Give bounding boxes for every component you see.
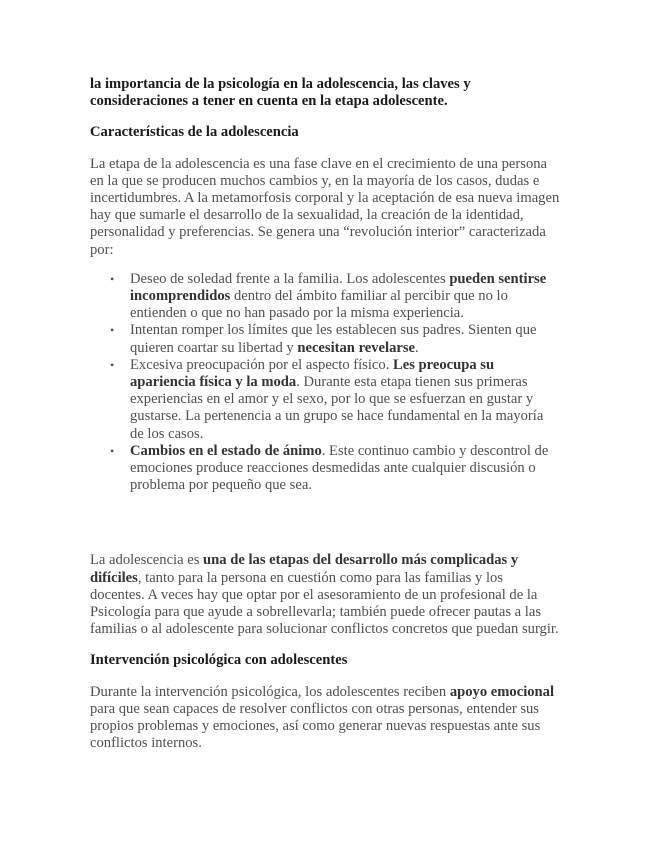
list-item-emphasis: Les preocupa su apariencia física y la moda [130, 356, 495, 391]
paragraph-text: para que sean capaces de resolver conflictos con otras personas, entender sus propios problemas y emociones, así como generar nuevas respuestas ante sus conflictos internos. [90, 700, 541, 752]
intro-title: la importancia de la psicología en la adolescencia, las claves y consideraciones a tener en cuenta en la etapa adolescente. [90, 76, 471, 110]
list-item [110, 356, 560, 443]
paragraph-intervencion [90, 684, 560, 753]
blank-space [90, 494, 560, 538]
bullet-icon: • [110, 443, 115, 458]
section-heading-caracteristicas: Características de la adolescencia [90, 124, 299, 141]
list-item-emphasis: necesitan revelarse [297, 339, 416, 356]
paragraph-text: La adolescencia es [90, 552, 204, 569]
list-item-emphasis: pueden sentirse incomprendidos [130, 270, 547, 305]
list-item-text: Excesiva preocupación por el aspecto físico. [130, 356, 393, 373]
bullet-icon: • [110, 357, 115, 372]
bullet-icon: • [110, 323, 115, 338]
list-item-text: Intentan romper los límites que les establecen sus padres. Sienten que quieren coartar su libertad y [130, 322, 537, 356]
paragraph-text: Durante la intervención psicológica, los adolescentes reciben [90, 683, 450, 700]
section-heading-intervencion: Intervención psicológica con adolescentes [90, 652, 348, 669]
list-item-text: Deseo de soledad frente a la familia. Los adolescentes [130, 270, 450, 287]
paragraph-emphasis: apoyo emocional [449, 683, 555, 700]
paragraph-caracteristicas: La etapa de la adolescencia es una fase clave en el crecimiento de una persona en la que se producen muchos cambios y, en la mayoría de los casos, dudas e incertidumbres. A la metamorfosis corporal y la aceptación de esa nueva imagen hay que sumarle el desarrollo de la sexualidad, la creación de la identidad, personalidad y preferencias. Se genera una “revolución interior” caracterizada por: [90, 155, 560, 258]
list-item [110, 322, 560, 356]
list-item-text: . Durante esta etapa tienen sus primeras experiencias en el amor y el sexo, por lo que se esfuerzan en gustar y gustarse. La pertenencia a un grupo se hace fundamental en la mayoría de los casos. [130, 374, 544, 442]
list-item-text: . [415, 339, 419, 356]
list-item-text: dentro del ámbito familiar al percibir que no lo entienden o que no han pasado por la misma experiencia. [130, 288, 508, 322]
list-item [110, 442, 560, 495]
characteristics-list [90, 271, 560, 495]
list-item-emphasis: Cambios en el estado de ánimo [130, 442, 322, 459]
document-page [90, 76, 560, 753]
paragraph-text: , tanto para la persona en cuestión como para las familias y los docentes. A veces hay que optar por el asesoramiento de un profesional de la Psicología para que ayude a sobrellevarla; también puede ofrecer pautas a las familias o al adolescente para solucionar conflictos concretos que puedan surgir. [90, 569, 559, 638]
list-item-text: . Este continuo cambio y descontrol de emociones produce reacciones desmedidas ante cualquier discusión o problema por pequeño que sea. [130, 442, 549, 494]
list-item [110, 270, 560, 323]
paragraph-emphasis: una de las etapas del desarrollo más complicadas y difíciles [90, 552, 519, 586]
paragraph-adolescencia-complicada [90, 552, 560, 638]
bullet-icon: • [110, 271, 115, 286]
